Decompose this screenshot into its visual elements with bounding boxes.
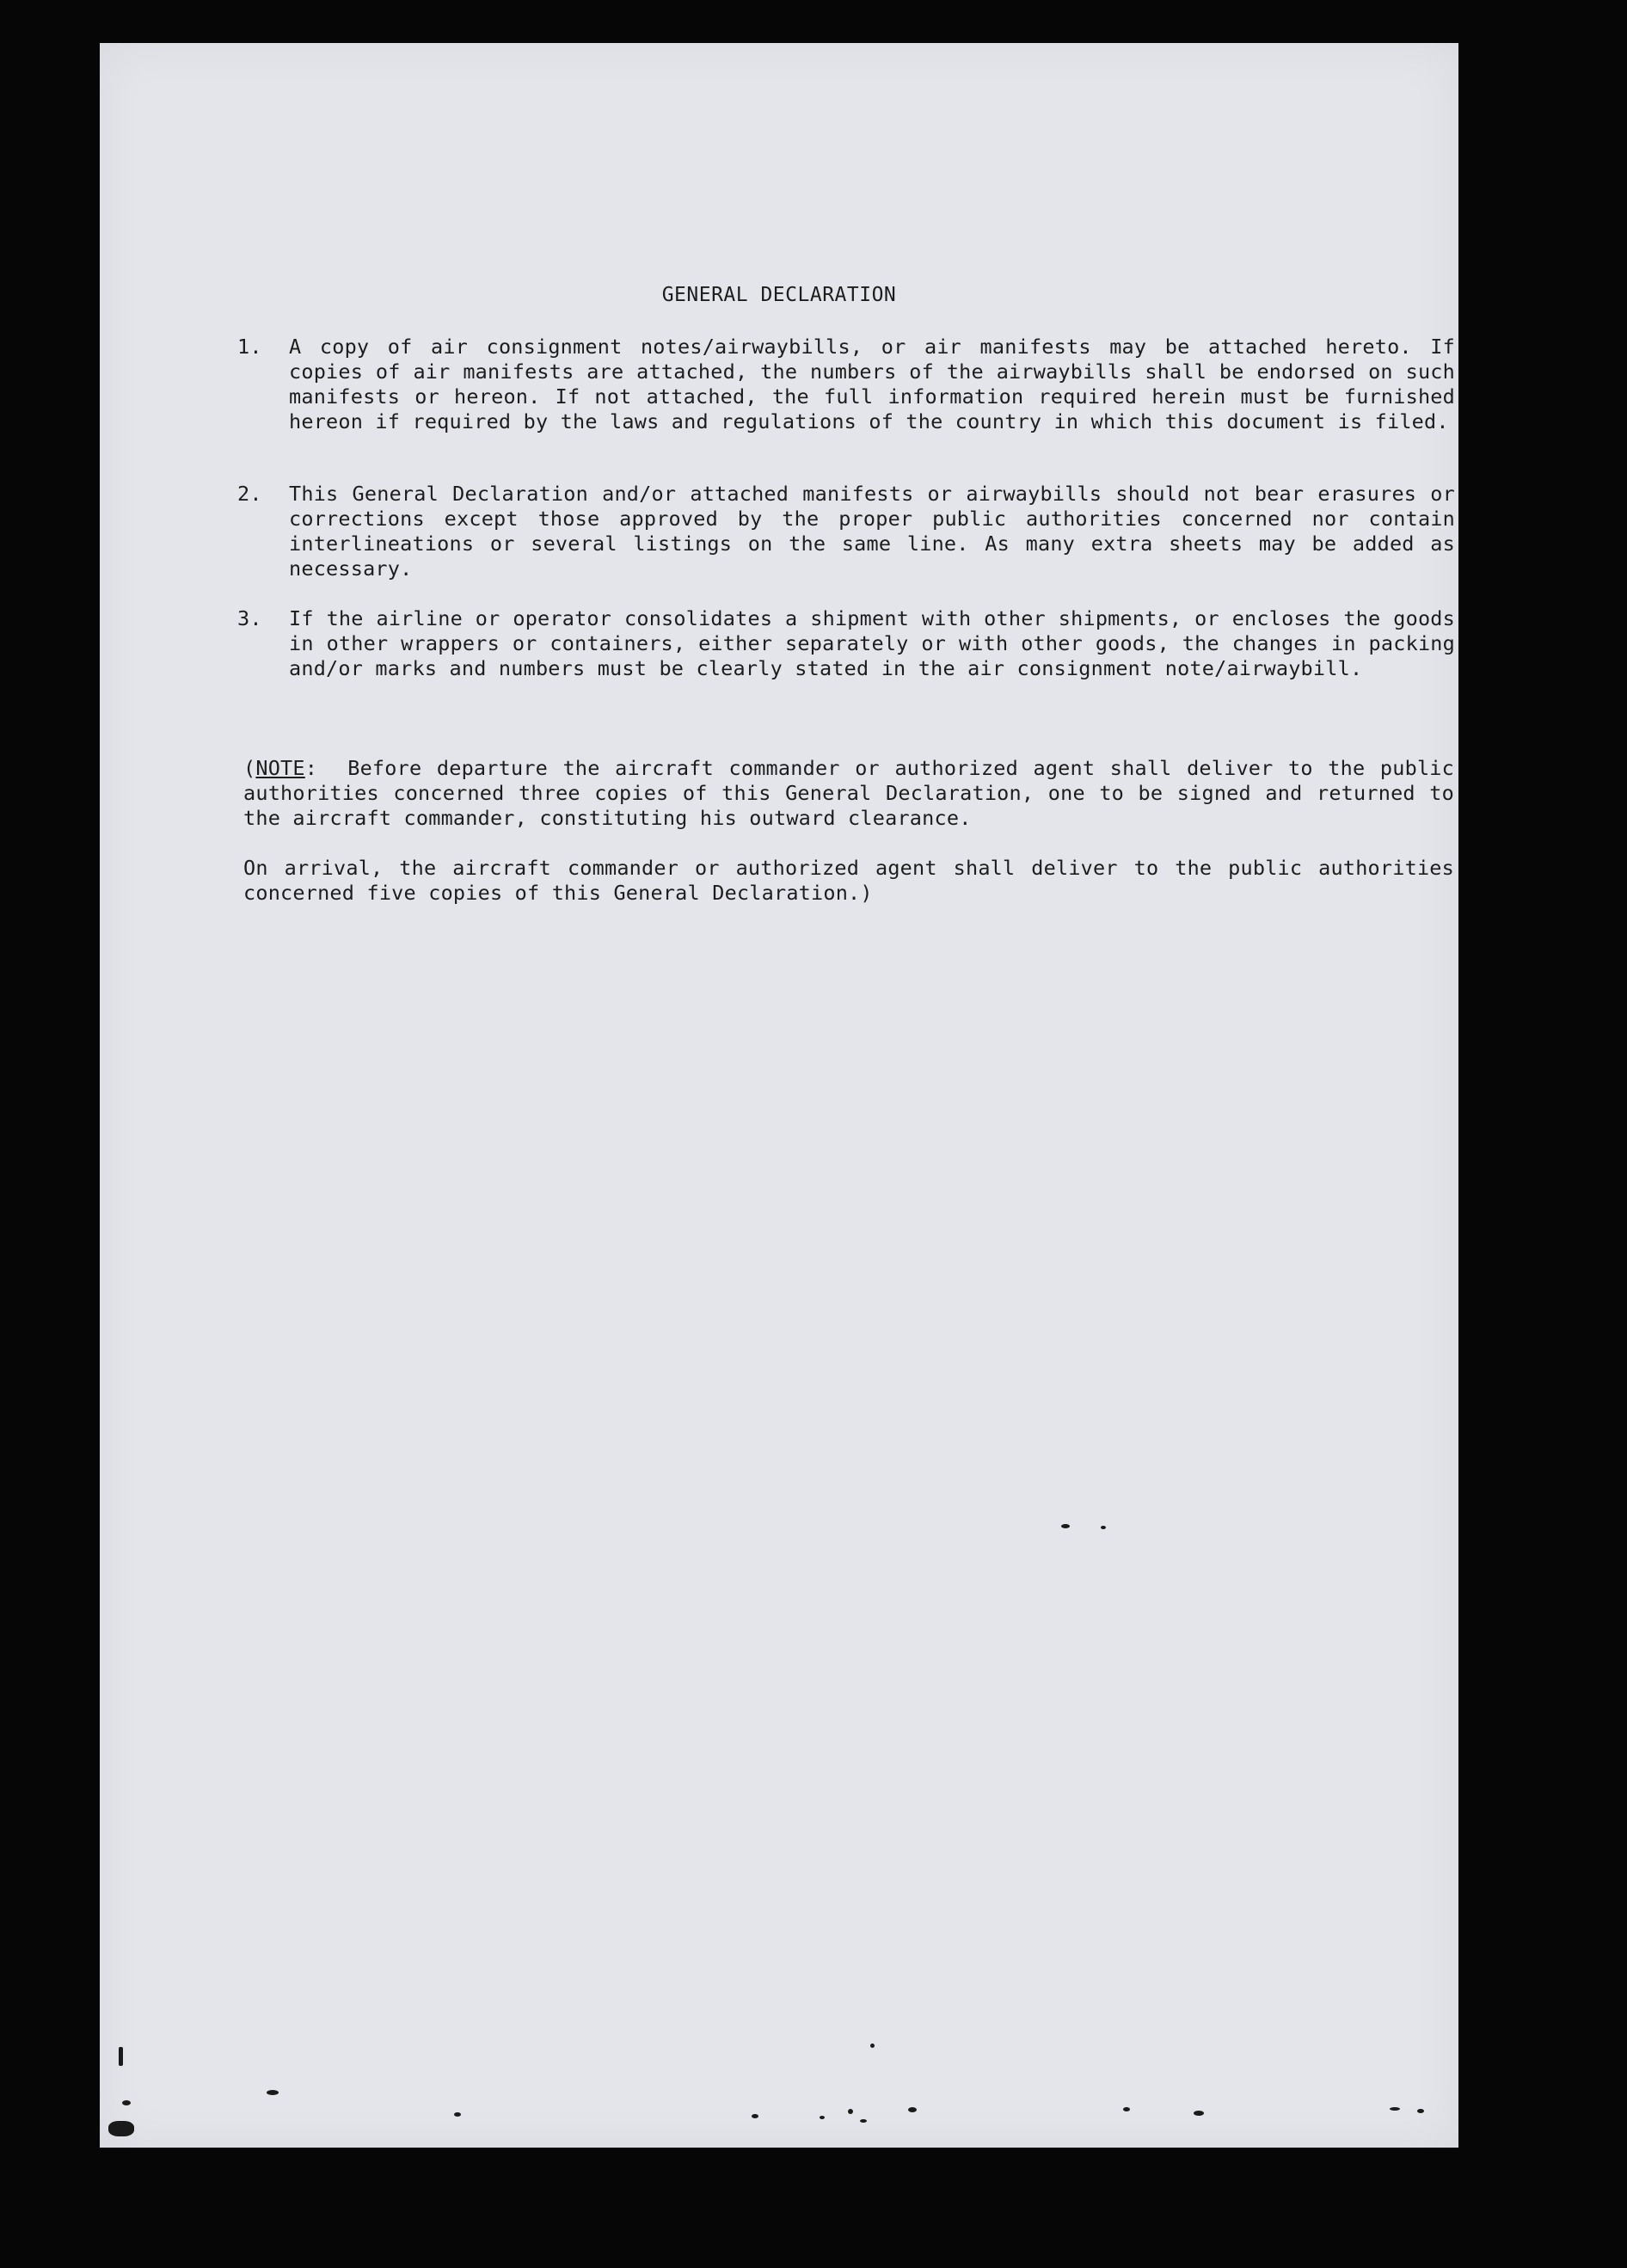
scan-speck (108, 2121, 134, 2136)
note-colon: : (304, 756, 318, 780)
note-label: NOTE (255, 756, 305, 780)
item-text: A copy of air consignment notes/airwaybills, or air manifests may be attached hereto. If copies of air manifests are attached, the numbers of the airwaybills shall be endorsed on such manifests or hereon. If not attached, the full information required herein must be furnished hereon if required by the laws and regulations of the country in which this document is filed. (289, 335, 1455, 433)
scan-speck (848, 2109, 853, 2114)
scan-speck (860, 2119, 867, 2123)
document-title: GENERAL DECLARATION (661, 284, 897, 306)
declaration-item-1 (237, 335, 1455, 434)
note-paragraph (243, 756, 1454, 831)
scan-speck (1390, 2107, 1400, 2111)
item-number: 3. (237, 606, 262, 630)
declaration-item-2 (237, 482, 1455, 581)
note-text: Before departure the aircraft commander or authorized agent shall deliver to the public authorities concerned three copies of this General Declaration, one to be signed and returned to the aircraft commander, constituting his outward clearance. (243, 756, 1454, 830)
item-number: 1. (237, 335, 262, 359)
item-number: 2. (237, 482, 262, 506)
scan-speck (454, 2112, 461, 2117)
scan-speck (122, 2100, 131, 2105)
item-text: This General Declaration and/or attached manifests or airwaybills should not bear erasures or corrections except those approved by the proper public authorities concerned nor contain interlineations or several listings on the same line. As many extra sheets may be added as necessary. (289, 482, 1455, 581)
scan-speck (1061, 1524, 1070, 1528)
paper-sheet (100, 43, 1458, 2148)
scan-speck (752, 2114, 758, 2118)
scan-speck (1123, 2107, 1130, 2111)
arrival-paragraph: On arrival, the aircraft commander or authorized agent shall deliver to the public authorities concerned five copies of this General Declaration.) (243, 856, 1454, 905)
scan-speck (267, 2090, 279, 2095)
declaration-item-3 (237, 606, 1455, 681)
item-text: If the airline or operator consolidates a shipment with other shipments, or encloses the goods in other wrappers or containers, either separately or with other goods, the changes in packing and/or marks and numbers must be clearly stated in the air consignment note/airwaybill. (289, 606, 1455, 680)
scan-speck (1194, 2111, 1204, 2116)
note-open-paren: ( (243, 756, 256, 780)
scan-speck (119, 2047, 123, 2066)
scan-speck (870, 2044, 875, 2048)
scan-speck (1101, 1526, 1106, 1529)
scan-speck (908, 2107, 917, 2112)
scan-speck (1417, 2109, 1424, 2113)
scan-speck (820, 2116, 825, 2119)
